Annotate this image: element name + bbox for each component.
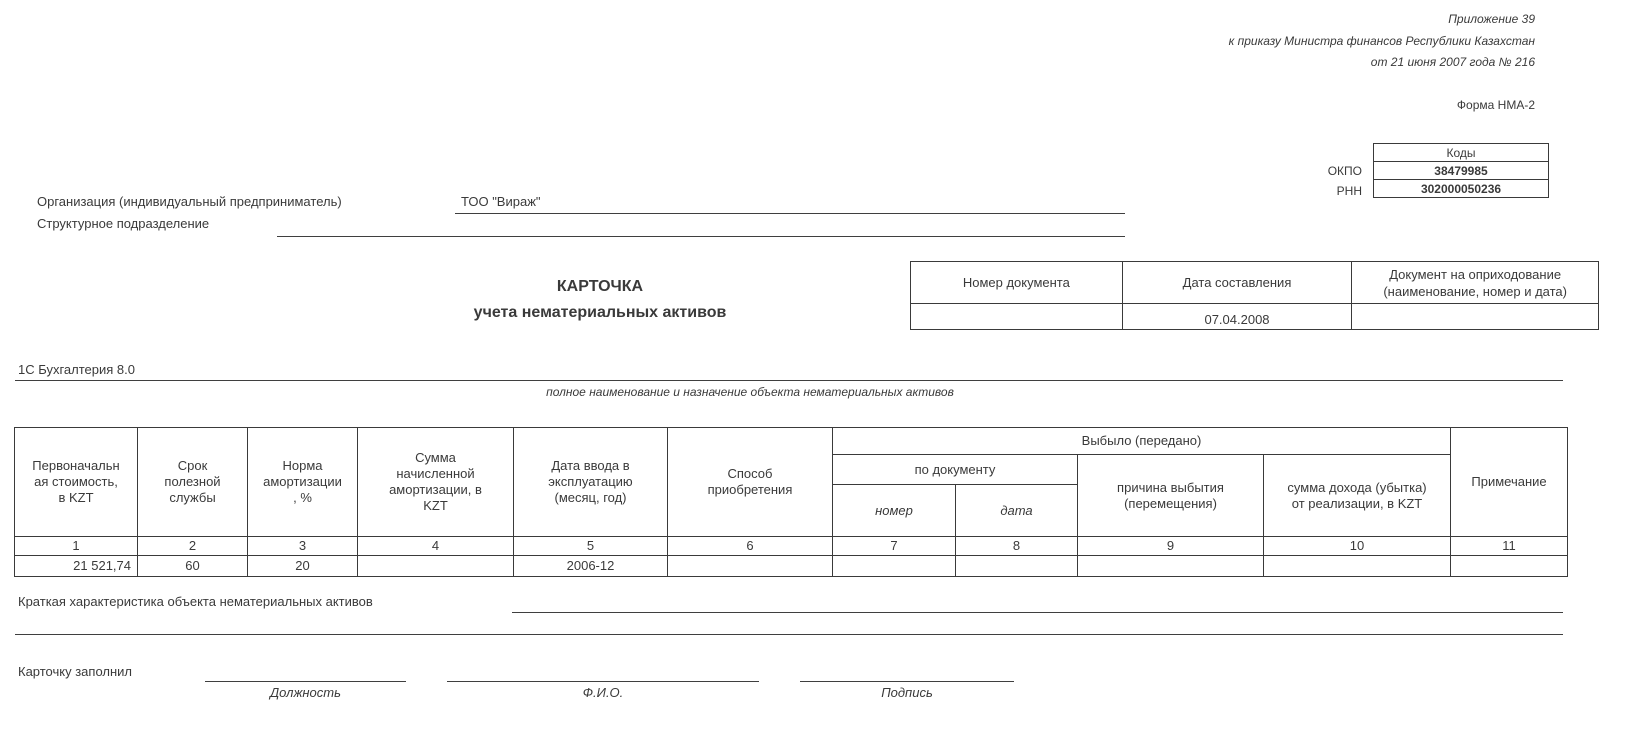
order-reference: к приказу Министра финансов Республики Казахстан [1228, 34, 1535, 48]
characteristic-label: Краткая характеристика объекта нематериальных активов [18, 594, 373, 609]
appendix-number: Приложение 39 [1448, 12, 1535, 26]
col-number: 6 [668, 537, 833, 556]
col-number: 11 [1451, 537, 1568, 556]
doc-source-header-line1: Документ на оприходование [1389, 266, 1562, 282]
cell-sale-income [1264, 556, 1451, 577]
doc-number-header: Номер документа [911, 262, 1123, 304]
doc-source-header [1352, 262, 1599, 304]
col-number: 5 [514, 537, 668, 556]
rnn-value: 302000050236 [1374, 180, 1549, 198]
header-initial-cost: Первоначальн ая стоимость, в KZT [15, 428, 138, 537]
cell-accrued-amortization [358, 556, 514, 577]
cell-acquisition-method [668, 556, 833, 577]
characteristic-underline [512, 612, 1563, 613]
col-number: 3 [248, 537, 358, 556]
col-number: 9 [1078, 537, 1264, 556]
col-number: 1 [15, 537, 138, 556]
codes-title: Коды [1374, 144, 1549, 162]
organization-label: Организация (индивидуальный предприниматель) [37, 194, 342, 209]
doc-date-header: Дата составления [1122, 262, 1352, 304]
order-date: от 21 июня 2007 года № 216 [1370, 55, 1535, 69]
asset-table [14, 427, 1568, 577]
position-caption: Должность [270, 685, 341, 700]
header-doc-date: дата [956, 485, 1078, 537]
cell-doc-date [956, 556, 1078, 577]
col-number: 10 [1264, 537, 1451, 556]
header-disposed: Выбыло (передано) [833, 428, 1451, 455]
cell-useful-life: 60 [138, 556, 248, 577]
doc-number-value [911, 304, 1123, 330]
header-sale-income: сумма дохода (убытка) от реализации, в KZT [1264, 455, 1451, 537]
doc-source-header-line2: (наименование, номер и дата) [1383, 283, 1567, 299]
card-subtitle: учета нематериальных активов [473, 304, 727, 321]
codes-table [1373, 143, 1549, 198]
header-by-document: по документу [833, 455, 1078, 485]
division-label: Структурное подразделение [37, 216, 210, 231]
okpo-value: 38479985 [1374, 162, 1549, 180]
table-row [15, 556, 1568, 577]
okpo-label: ОКПО [1327, 164, 1362, 178]
rnn-label: РНН [1336, 184, 1362, 198]
characteristic-underline-2 [15, 634, 1563, 635]
asset-name-underline [15, 380, 1563, 381]
header-useful-life: Срок полезной службы [138, 428, 248, 537]
document-table [910, 261, 1599, 330]
col-number: 7 [833, 537, 956, 556]
col-number: 4 [358, 537, 514, 556]
cell-commissioning-date: 2006-12 [514, 556, 668, 577]
signature-caption: Подпись [881, 685, 933, 700]
cell-doc-number [833, 556, 956, 577]
division-underline [277, 236, 1125, 237]
filled-by-label: Карточку заполнил [18, 664, 133, 679]
header-acquisition-method: Способ приобретения [668, 428, 833, 537]
cell-initial-cost: 21 521,74 [15, 556, 138, 577]
col-number: 8 [956, 537, 1078, 556]
name-line [447, 681, 759, 682]
signature-line [800, 681, 1014, 682]
doc-source-value [1352, 304, 1599, 330]
asset-name: 1С Бухгалтерия 8.0 [18, 362, 135, 377]
card-title: КАРТОЧКА [556, 278, 644, 295]
cell-disposal-reason [1078, 556, 1264, 577]
header-accrued-amortization: Сумма начисленной амортизации, в KZT [358, 428, 514, 537]
doc-date-value: 07.04.2008 [1122, 304, 1352, 330]
asset-name-caption: полное наименование и назначение объекта нематериальных активов [546, 385, 954, 399]
header-depreciation-rate: Норма амортизации , % [248, 428, 358, 537]
position-line [205, 681, 406, 682]
organization-value: ТОО "Вираж" [461, 194, 541, 209]
header-commissioning-date: Дата ввода в эксплуатацию (месяц, год) [514, 428, 668, 537]
cell-depreciation-rate: 20 [248, 556, 358, 577]
header-note: Примечание [1451, 428, 1568, 537]
form-code: Форма НМА-2 [1456, 98, 1535, 112]
header-disposal-reason: причина выбытия (перемещения) [1078, 455, 1264, 537]
cell-note [1451, 556, 1568, 577]
organization-underline [455, 213, 1125, 214]
name-caption: Ф.И.О. [582, 685, 624, 700]
header-doc-number: номер [833, 485, 956, 537]
col-number: 2 [138, 537, 248, 556]
